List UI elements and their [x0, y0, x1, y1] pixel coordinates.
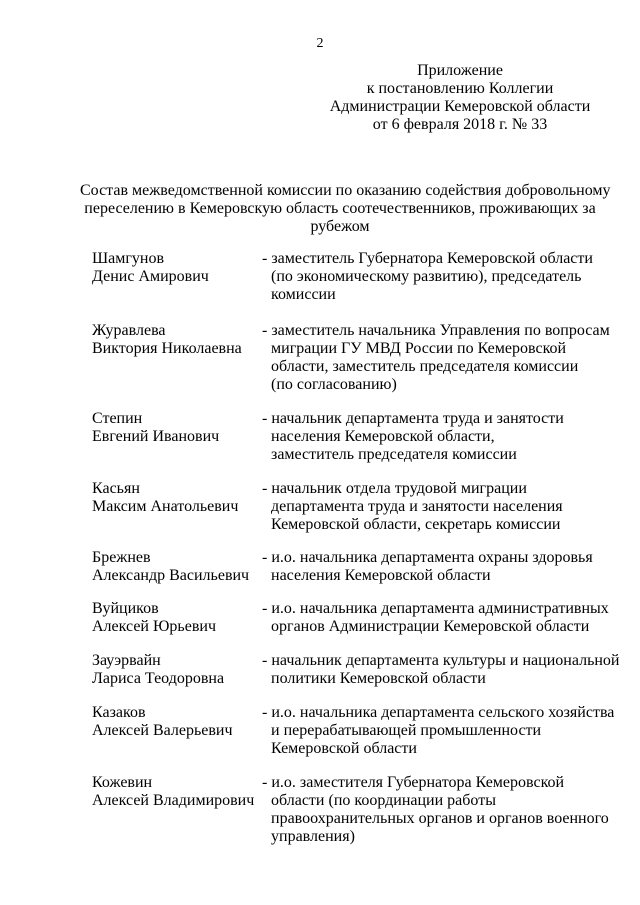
- role-line: (по согласованию): [271, 376, 397, 393]
- member-name: [92, 410, 262, 446]
- member-given-name: Алексей Владимирович: [92, 792, 255, 809]
- title-line: Состав межведомственной комиссии по оказанию содействия добровольному: [80, 182, 611, 199]
- appendix-line: Приложение: [417, 62, 503, 79]
- member-surname: Казаков: [92, 704, 146, 721]
- member-role: [262, 410, 607, 464]
- member-name: [92, 652, 262, 688]
- role-line: Кемеровской области: [271, 740, 417, 757]
- member-given-name: Виктория Николаевна: [92, 340, 242, 357]
- role-line: управления): [271, 828, 355, 845]
- title-line: рубежом: [310, 218, 370, 235]
- member-name: [92, 600, 262, 636]
- role-line: - и.о. начальника департамента охраны здоровья: [262, 549, 593, 566]
- member-given-name: Александр Васильевич: [92, 567, 250, 584]
- member-name: [92, 774, 262, 810]
- role-line: и перерабатывающей промышленности: [271, 722, 542, 739]
- member-role: [262, 652, 620, 688]
- role-line: области (по координации работы: [271, 792, 496, 809]
- member-role: [262, 704, 615, 758]
- role-line: органов Администрации Кемеровской области: [271, 618, 590, 635]
- appendix-line: от 6 февраля 2018 г. № 33: [372, 116, 548, 133]
- role-line: комиссии: [271, 286, 336, 303]
- member-given-name: Алексей Юрьевич: [92, 618, 216, 635]
- role-line: политики Кемеровской области: [271, 670, 486, 687]
- title-line: переселению в Кемеровскую область соотечественников, проживающих за: [84, 200, 596, 217]
- member-surname: Кожевин: [92, 774, 153, 791]
- appendix-line: Администрации Кемеровской области: [329, 98, 591, 115]
- role-line: - и.о. заместителя Губернатора Кемеровской: [262, 774, 565, 791]
- role-line: правоохранительных органов и органов военного: [271, 810, 609, 827]
- member-given-name: Евгений Иванович: [92, 428, 220, 445]
- member-role: [262, 480, 607, 534]
- member-surname: Степин: [92, 410, 143, 427]
- member-name: [92, 250, 262, 286]
- appendix-header: [320, 62, 600, 134]
- role-line: - и.о. начальника департамента сельского хозяйства: [262, 704, 615, 721]
- member-given-name: Денис Амирович: [92, 268, 209, 285]
- member-given-name: Лариса Теодоровна: [92, 670, 225, 687]
- role-line: Кемеровской области, секретарь комиссии: [271, 516, 561, 533]
- role-line: - начальник департамента труда и занятости: [262, 410, 564, 427]
- appendix-line: к постановлению Коллегии: [366, 80, 554, 97]
- role-line: - начальник отдела трудовой миграции: [262, 480, 527, 497]
- member-role: [262, 600, 607, 636]
- member-role: [262, 774, 607, 846]
- role-line: населения Кемеровской области: [271, 567, 491, 584]
- member-role: [262, 250, 607, 304]
- member-given-name: Алексей Валерьевич: [92, 722, 233, 739]
- member-name: [92, 322, 262, 358]
- role-line: области, заместитель председателя комиссии: [271, 358, 579, 375]
- member-surname: Брежнев: [92, 549, 151, 566]
- member-surname: Шамгунов: [92, 250, 165, 267]
- member-surname: Касьян: [92, 480, 140, 497]
- member-name: [92, 480, 262, 516]
- member-name: [92, 549, 262, 585]
- member-surname: Вуйциков: [92, 600, 159, 617]
- member-name: [92, 704, 262, 740]
- role-line: населения Кемеровской области,: [271, 428, 495, 445]
- role-line: - и.о. начальника департамента административных: [262, 600, 609, 617]
- role-line: - заместитель начальника Управления по вопросам: [262, 322, 610, 339]
- role-line: миграции ГУ МВД России по Кемеровской: [271, 340, 567, 357]
- document-title: [80, 182, 611, 236]
- member-role: [262, 549, 607, 585]
- member-surname: Зауэрвайн: [92, 652, 161, 669]
- member-given-name: Максим Анатольевич: [92, 498, 239, 515]
- member-surname: Журавлева: [92, 322, 166, 339]
- member-role: [262, 322, 610, 394]
- role-line: заместитель председателя комиссии: [271, 446, 517, 463]
- page-number: 2: [316, 36, 324, 51]
- role-line: - заместитель Губернатора Кемеровской области: [262, 250, 593, 267]
- role-line: (по экономическому развитию), председатель: [271, 268, 582, 285]
- role-line: департамента труда и занятости населения: [271, 498, 563, 515]
- role-line: - начальник департамента культуры и национальной: [262, 652, 620, 669]
